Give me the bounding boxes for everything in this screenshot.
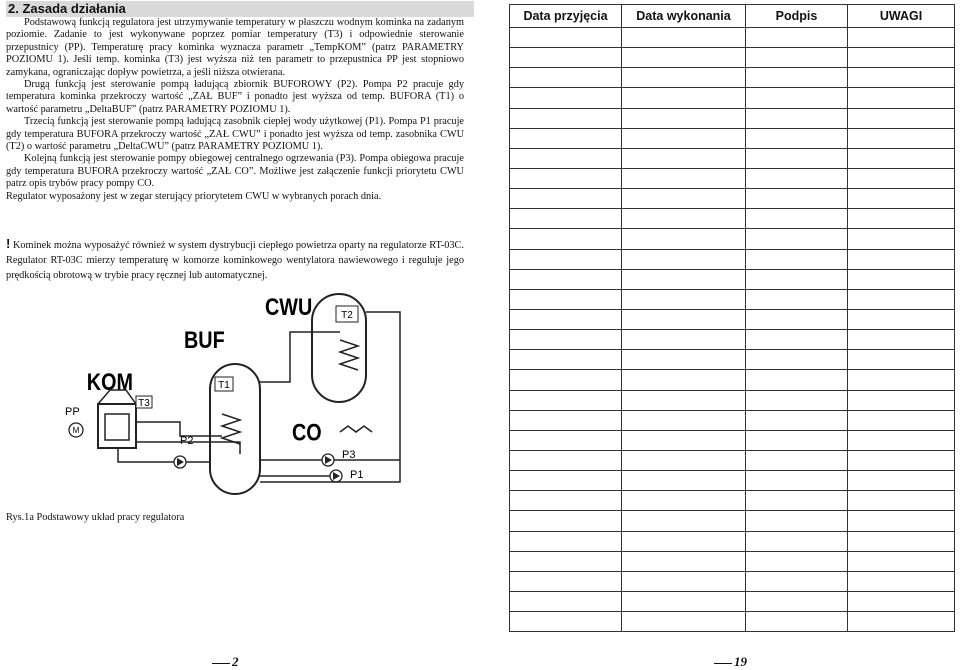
table-cell	[622, 88, 746, 108]
table-cell	[746, 612, 848, 632]
table-row	[510, 471, 955, 491]
table-cell	[746, 450, 848, 470]
table-row	[510, 571, 955, 591]
table-cell	[746, 330, 848, 350]
label-pp: PP	[65, 406, 80, 418]
table-cell	[848, 491, 955, 511]
table-cell	[510, 491, 622, 511]
table-cell	[848, 450, 955, 470]
table-cell	[510, 430, 622, 450]
table-cell	[848, 249, 955, 269]
table-cell	[622, 571, 746, 591]
section-heading: 2. Zasada działania	[6, 1, 474, 17]
table-cell	[848, 269, 955, 289]
table-cell	[510, 48, 622, 68]
col-header-signature: Podpis	[746, 5, 848, 28]
table-cell	[848, 410, 955, 430]
table-cell	[510, 410, 622, 430]
paragraph: Trzecią funkcją jest sterowanie pompą ładującą zasobnik ciepłej wody użytkowej (P1). Pompa P1 pracuje gdy temperatura BUFORA przekroczy wartość „ZAŁ CWU” i ponadto jest wyższa od temp. zasobnika CWU (T2) o wartość parametru „DeltaCWU” (patrz PARAMETRY POZIOMU 1).	[6, 116, 464, 153]
table-row	[510, 48, 955, 68]
label-buf: BUF	[184, 326, 225, 354]
table-cell	[848, 289, 955, 309]
table-cell	[622, 229, 746, 249]
table-cell	[510, 148, 622, 168]
system-diagram	[40, 282, 480, 507]
table-cell	[510, 551, 622, 571]
table-cell	[510, 309, 622, 329]
table-cell	[510, 88, 622, 108]
table-cell	[848, 209, 955, 229]
table-cell	[746, 269, 848, 289]
table-cell	[746, 128, 848, 148]
table-row	[510, 189, 955, 209]
table-cell	[848, 612, 955, 632]
table-cell	[746, 309, 848, 329]
table-cell	[746, 390, 848, 410]
col-header-date-received: Data przyjęcia	[510, 5, 622, 28]
table-cell	[622, 309, 746, 329]
table-row	[510, 390, 955, 410]
table-cell	[622, 68, 746, 88]
table-cell	[622, 209, 746, 229]
table-cell	[848, 370, 955, 390]
table-cell	[510, 189, 622, 209]
table-cell	[848, 28, 955, 48]
note	[6, 236, 464, 283]
table-cell	[848, 68, 955, 88]
paragraph: Kolejną funkcją jest sterowanie pompy obiegowej centralnego ogrzewania (P3). Pompa obiegowa pracuje gdy temperatura BUFORA przekroczy wartość „ZAŁ CO”. Możliwe jest załączenie funkcji priorytetu CWU patrz opis trybów pracy pompy CO.	[6, 153, 464, 190]
table-cell	[622, 330, 746, 350]
table-cell	[746, 88, 848, 108]
service-log-table	[509, 4, 955, 632]
table-cell	[848, 571, 955, 591]
label-t1: T1	[218, 380, 230, 391]
body-text	[6, 17, 464, 203]
table-row	[510, 209, 955, 229]
table-row	[510, 148, 955, 168]
table-cell	[746, 591, 848, 611]
paragraph: Regulator wyposażony jest w zegar sterujący priorytetem CWU w wybranych porach dnia.	[6, 190, 382, 202]
table-cell	[746, 571, 848, 591]
table-cell	[622, 189, 746, 209]
table-cell	[848, 350, 955, 370]
table-cell	[848, 531, 955, 551]
table-cell	[510, 571, 622, 591]
table-cell	[510, 350, 622, 370]
table-cell	[622, 289, 746, 309]
table-cell	[622, 249, 746, 269]
table-cell	[746, 68, 848, 88]
table-cell	[622, 430, 746, 450]
table-cell	[510, 511, 622, 531]
table-row	[510, 289, 955, 309]
table-cell	[848, 148, 955, 168]
table-cell	[510, 289, 622, 309]
table-row	[510, 330, 955, 350]
table-cell	[848, 229, 955, 249]
table-row	[510, 511, 955, 531]
table-cell	[746, 370, 848, 390]
table-cell	[622, 511, 746, 531]
table-cell	[746, 28, 848, 48]
table-cell	[510, 390, 622, 410]
table-cell	[510, 108, 622, 128]
table-row	[510, 269, 955, 289]
figure-caption: Rys.1a Podstawowy układ pracy regulatora	[6, 512, 185, 523]
col-header-notes: UWAGI	[848, 5, 955, 28]
table-cell	[848, 168, 955, 188]
table-cell	[510, 531, 622, 551]
table-row	[510, 68, 955, 88]
page-number-right: 19	[714, 654, 747, 670]
exclamation-icon: !	[6, 236, 11, 251]
table-cell	[746, 168, 848, 188]
table-cell	[746, 410, 848, 430]
table-cell	[746, 48, 848, 68]
table-row	[510, 229, 955, 249]
table-cell	[848, 511, 955, 531]
table-cell	[746, 148, 848, 168]
table-cell	[746, 531, 848, 551]
table-row	[510, 430, 955, 450]
table-cell	[746, 189, 848, 209]
table-cell	[622, 168, 746, 188]
paragraph: Podstawową funkcją regulatora jest utrzymywanie temperatury w płaszczu wodnym kominka na zadanym poziomie. Zadanie to jest wykonywane poprzez pomiar temperatury (T3) i odpowiednie sterowanie przepustnicy (PP). Temperaturę pracy kominka wyznacza parametr „TempKOM” (patrz PARAMETRY POZIOMU 1). Jeśli temp. kominka (T3) jest wyższa niż ten parametr to przepustnica PP jest stopniowo zamykana, ograniczając dopływ powietrza, a jeśli niższa otwierana.	[6, 17, 464, 78]
label-kom: KOM	[86, 367, 133, 396]
table-cell	[510, 471, 622, 491]
table-cell	[848, 390, 955, 410]
table-cell	[622, 471, 746, 491]
table-cell	[746, 430, 848, 450]
table-cell	[622, 491, 746, 511]
label-p2: P2	[180, 435, 194, 447]
table-row	[510, 591, 955, 611]
table-cell	[622, 390, 746, 410]
table-cell	[622, 591, 746, 611]
table-cell	[622, 108, 746, 128]
table-row	[510, 108, 955, 128]
table-cell	[848, 88, 955, 108]
table-cell	[510, 128, 622, 148]
table-cell	[510, 249, 622, 269]
note-text: Kominek można wyposażyć również w system dystrybucji ciepłego powietrza oparty na regulatorze RT-03C. Regulator RT-03C mierzy temperaturę w komorze kominkowego wentylatora nawiewowego i reguluje jego prędkością obrotową w trybie pracy ręcznej lub automatycznej.	[6, 240, 464, 281]
label-p3: P3	[342, 449, 356, 461]
label-t2: T2	[341, 310, 353, 321]
label-co: CO	[292, 418, 322, 446]
table-cell	[848, 330, 955, 350]
table-row	[510, 28, 955, 48]
table-cell	[510, 370, 622, 390]
table-row	[510, 249, 955, 269]
table-cell	[622, 370, 746, 390]
table-row	[510, 370, 955, 390]
coil-icon	[340, 340, 358, 370]
table-cell	[622, 410, 746, 430]
table-cell	[848, 309, 955, 329]
table-cell	[510, 28, 622, 48]
table-cell	[746, 249, 848, 269]
table-cell	[848, 189, 955, 209]
label-m: M	[72, 426, 80, 435]
table-cell	[622, 350, 746, 370]
table-row	[510, 88, 955, 108]
table-cell	[746, 229, 848, 249]
table-row	[510, 350, 955, 370]
table-cell	[746, 471, 848, 491]
table-cell	[848, 128, 955, 148]
table-row	[510, 531, 955, 551]
label-p1: P1	[350, 469, 364, 481]
table-cell	[622, 148, 746, 168]
table-cell	[622, 48, 746, 68]
table-cell	[510, 330, 622, 350]
table-row	[510, 168, 955, 188]
table-cell	[510, 612, 622, 632]
table-cell	[622, 612, 746, 632]
table-row	[510, 551, 955, 571]
table-row	[510, 309, 955, 329]
table-cell	[622, 450, 746, 470]
table-cell	[746, 289, 848, 309]
table-cell	[848, 430, 955, 450]
table-row	[510, 128, 955, 148]
table-cell	[848, 471, 955, 491]
table-cell	[510, 209, 622, 229]
table-row	[510, 450, 955, 470]
label-cwu: CWU	[265, 293, 313, 321]
coil-icon	[222, 414, 240, 444]
table-cell	[510, 269, 622, 289]
table-cell	[622, 28, 746, 48]
table-cell	[510, 591, 622, 611]
table-cell	[622, 269, 746, 289]
table-cell	[848, 591, 955, 611]
label-t3: T3	[138, 398, 150, 409]
table-row	[510, 612, 955, 632]
table-cell	[622, 531, 746, 551]
col-header-date-completed: Data wykonania	[622, 5, 746, 28]
table-row	[510, 491, 955, 511]
table-row	[510, 410, 955, 430]
paragraph: Drugą funkcją jest sterowanie pompą ładującą zbiornik BUFOROWY (P2). Pompa P2 pracuje gdy temperatura kominka przekroczy wartość „ZAŁ BUF” i ponadto jest wyższa od temp. BUFORA (T1) o wartość parametru „DeltaBUF” (patrz PARAMETRY POZIOMU 1).	[6, 79, 464, 115]
table-cell	[746, 209, 848, 229]
table-cell	[510, 450, 622, 470]
table-cell	[510, 168, 622, 188]
table-cell	[510, 68, 622, 88]
page-number-left: 2	[212, 654, 239, 670]
table-cell	[622, 128, 746, 148]
table-cell	[848, 48, 955, 68]
radiator-icon	[340, 426, 372, 432]
table-cell	[746, 511, 848, 531]
fireplace	[98, 404, 136, 448]
table-cell	[746, 551, 848, 571]
table-cell	[510, 229, 622, 249]
table-cell	[746, 108, 848, 128]
table-cell	[746, 350, 848, 370]
table-cell	[746, 491, 848, 511]
table-cell	[848, 108, 955, 128]
table-cell	[622, 551, 746, 571]
table-cell	[848, 551, 955, 571]
